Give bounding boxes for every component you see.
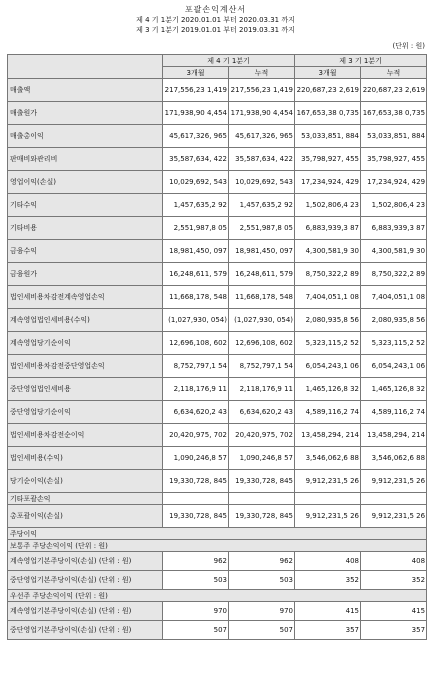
row-value: 962	[229, 552, 295, 571]
row-label: 매출원가	[8, 102, 163, 125]
row-value	[163, 493, 229, 505]
row-value: 2,551,987,8 05	[163, 217, 229, 240]
row-value: 18,981,450, 097	[163, 240, 229, 263]
unit-label: (단위 : 원)	[392, 42, 425, 50]
row-label: 주당이익	[8, 528, 427, 540]
row-value: 35,587,634, 422	[229, 148, 295, 171]
row-value: 11,668,178, 548	[163, 286, 229, 309]
row-value: 217,556,23 1,419	[163, 79, 229, 102]
row-value: 19,330,728, 845	[163, 505, 229, 528]
row-value: 19,330,728, 845	[163, 470, 229, 493]
row-value: 17,234,924, 429	[295, 171, 361, 194]
row-value: 53,033,851, 884	[295, 125, 361, 148]
row-value: 352	[295, 571, 361, 590]
row-value: 17,234,924, 429	[361, 171, 427, 194]
row-value: 167,653,38 0,735	[361, 102, 427, 125]
row-value: 6,883,939,3 87	[295, 217, 361, 240]
row-value: 6,054,243,1 06	[361, 355, 427, 378]
row-value: 53,033,851, 884	[361, 125, 427, 148]
table-row	[8, 240, 427, 263]
statement-title: 포괄손익계산서	[184, 5, 247, 14]
table-row	[8, 355, 427, 378]
row-label: 계속영업법인세비용(수익)	[8, 309, 163, 332]
row-value: 12,696,108, 602	[229, 332, 295, 355]
row-value: 5,323,115,2 52	[295, 332, 361, 355]
table-row	[8, 447, 427, 470]
row-value: 415	[361, 602, 427, 621]
row-value: 4,589,116,2 74	[295, 401, 361, 424]
table-row	[8, 528, 427, 540]
table-row	[8, 540, 427, 552]
table-row	[8, 217, 427, 240]
row-value: 2,118,176,9 11	[229, 378, 295, 401]
table-row	[8, 571, 427, 590]
row-label: 매출총이익	[8, 125, 163, 148]
header-current-3m: 3개월	[163, 67, 229, 79]
row-value: 1,090,246,8 57	[163, 447, 229, 470]
row-value: 6,054,243,1 06	[295, 355, 361, 378]
row-value: 408	[295, 552, 361, 571]
row-label: 계속영업당기순이익	[8, 332, 163, 355]
row-value: 13,458,294, 214	[361, 424, 427, 447]
row-label: 중단영업기본주당이익(손실) (단위 : 원)	[8, 621, 163, 640]
row-value: 217,556,23 1,419	[229, 79, 295, 102]
row-label: 법인세비용차감전중단영업손익	[8, 355, 163, 378]
row-value: 20,420,975, 702	[229, 424, 295, 447]
row-value: 6,883,939,3 87	[361, 217, 427, 240]
row-label: 당기순이익(손실)	[8, 470, 163, 493]
row-value: 8,752,797,1 54	[163, 355, 229, 378]
row-label: 금융수익	[8, 240, 163, 263]
row-value: 2,551,987,8 05	[229, 217, 295, 240]
row-value: 10,029,692, 543	[229, 171, 295, 194]
income-statement-table	[7, 54, 427, 640]
row-value: 4,300,581,9 30	[295, 240, 361, 263]
table-row	[8, 552, 427, 571]
row-label: 중단영업기본주당이익(손실) (단위 : 원)	[8, 571, 163, 590]
row-value: 1,457,635,2 92	[163, 194, 229, 217]
row-value: 352	[361, 571, 427, 590]
row-value: (1,027,930, 054)	[229, 309, 295, 332]
table-row	[8, 286, 427, 309]
row-value	[295, 493, 361, 505]
header-current-cum: 누적	[229, 67, 295, 79]
row-label: 매출액	[8, 79, 163, 102]
table-row	[8, 401, 427, 424]
row-value: 8,750,322,2 89	[361, 263, 427, 286]
row-value: 9,912,231,5 26	[295, 505, 361, 528]
row-value: (1,027,930, 054)	[163, 309, 229, 332]
row-value: 9,912,231,5 26	[361, 505, 427, 528]
row-value: 171,938,90 4,454	[163, 102, 229, 125]
row-value: 415	[295, 602, 361, 621]
row-label: 중단영업당기순이익	[8, 401, 163, 424]
row-label: 기타비용	[8, 217, 163, 240]
row-value: 35,587,634, 422	[163, 148, 229, 171]
table-row	[8, 602, 427, 621]
row-label: 보통주 주당손익이익 (단위 : 원)	[8, 540, 427, 552]
row-value: 5,323,115,2 52	[361, 332, 427, 355]
row-value: 970	[229, 602, 295, 621]
row-value: 7,404,051,1 08	[361, 286, 427, 309]
row-label: 기타수익	[8, 194, 163, 217]
table-row	[8, 102, 427, 125]
row-value: 16,248,611, 579	[229, 263, 295, 286]
row-value: 6,634,620,2 43	[163, 401, 229, 424]
statement-rows	[8, 79, 427, 640]
row-value: 167,653,38 0,735	[295, 102, 361, 125]
table-row	[8, 148, 427, 171]
row-value: 35,798,927, 455	[295, 148, 361, 171]
row-value: 220,687,23 2,619	[295, 79, 361, 102]
table-row	[8, 125, 427, 148]
table-row	[8, 263, 427, 286]
row-label: 기타포괄손익	[8, 493, 163, 505]
row-value: 171,938,90 4,454	[229, 102, 295, 125]
row-value: 45,617,326, 965	[163, 125, 229, 148]
row-value: 507	[229, 621, 295, 640]
header-prior-3m: 3개월	[295, 67, 361, 79]
row-value: 4,589,116,2 74	[361, 401, 427, 424]
header-prior-cum: 누적	[361, 67, 427, 79]
table-row	[8, 590, 427, 602]
row-value: 1,465,126,8 32	[295, 378, 361, 401]
table-row	[8, 493, 427, 505]
row-label: 법인세비용차감전순이익	[8, 424, 163, 447]
row-value: 408	[361, 552, 427, 571]
row-value: 13,458,294, 214	[295, 424, 361, 447]
row-label: 계속영업기본주당이익(손실) (단위 : 원)	[8, 602, 163, 621]
row-value: 2,080,935,8 56	[361, 309, 427, 332]
header-prior-period: 제 3 기 1분기	[295, 55, 427, 67]
row-value: 20,420,975, 702	[163, 424, 229, 447]
row-label: 계속영업기본주당이익(손실) (단위 : 원)	[8, 552, 163, 571]
table-row	[8, 621, 427, 640]
row-value: 10,029,692, 543	[163, 171, 229, 194]
table-row	[8, 194, 427, 217]
table-row	[8, 470, 427, 493]
row-label: 총포괄이익(손실)	[8, 505, 163, 528]
table-row	[8, 171, 427, 194]
row-value: 2,080,935,8 56	[295, 309, 361, 332]
row-value: 7,404,051,1 08	[295, 286, 361, 309]
row-value: 9,912,231,5 26	[295, 470, 361, 493]
period-prior: 제 3 기 1분기 2019.01.01 부터 2019.03.31 까지	[136, 26, 295, 34]
row-value: 503	[229, 571, 295, 590]
row-label: 영업이익(손실)	[8, 171, 163, 194]
row-value: 19,330,728, 845	[229, 505, 295, 528]
header-current-period: 제 4 기 1분기	[163, 55, 295, 67]
row-label: 중단영업법인세비용	[8, 378, 163, 401]
row-value: 962	[163, 552, 229, 571]
row-value: 8,752,797,1 54	[229, 355, 295, 378]
row-value: 507	[163, 621, 229, 640]
row-value: 1,502,806,4 23	[295, 194, 361, 217]
row-value: 4,300,581,9 30	[361, 240, 427, 263]
row-value: 970	[163, 602, 229, 621]
row-label: 판매비와관리비	[8, 148, 163, 171]
row-value: 8,750,322,2 89	[295, 263, 361, 286]
row-value: 18,981,450, 097	[229, 240, 295, 263]
table-row	[8, 505, 427, 528]
period-current: 제 4 기 1분기 2020.01.01 부터 2020.03.31 까지	[136, 16, 295, 24]
table-row	[8, 378, 427, 401]
row-value: 220,687,23 2,619	[361, 79, 427, 102]
row-label: 우선주 주당손익이익 (단위 : 원)	[8, 590, 427, 602]
row-value	[361, 493, 427, 505]
row-value: 357	[295, 621, 361, 640]
row-value: 6,634,620,2 43	[229, 401, 295, 424]
table-row	[8, 309, 427, 332]
row-value: 45,617,326, 965	[229, 125, 295, 148]
row-label: 법인세비용차감전계속영업손익	[8, 286, 163, 309]
row-value: 1,465,126,8 32	[361, 378, 427, 401]
row-value: 35,798,927, 455	[361, 148, 427, 171]
row-label: 금융원가	[8, 263, 163, 286]
row-value: 1,502,806,4 23	[361, 194, 427, 217]
row-value: 503	[163, 571, 229, 590]
row-value: 2,118,176,9 11	[163, 378, 229, 401]
row-value: 3,546,062,6 88	[295, 447, 361, 470]
row-value: 16,248,611, 579	[163, 263, 229, 286]
table-row	[8, 424, 427, 447]
row-value: 11,668,178, 548	[229, 286, 295, 309]
row-value: 357	[361, 621, 427, 640]
row-value: 12,696,108, 602	[163, 332, 229, 355]
row-value: 1,090,246,8 57	[229, 447, 295, 470]
table-row	[8, 79, 427, 102]
table-row	[8, 332, 427, 355]
row-value	[229, 493, 295, 505]
row-value: 1,457,635,2 92	[229, 194, 295, 217]
header-blank	[8, 55, 163, 79]
row-label: 법인세비용(수익)	[8, 447, 163, 470]
row-value: 3,546,062,6 88	[361, 447, 427, 470]
row-value: 9,912,231,5 26	[361, 470, 427, 493]
row-value: 19,330,728, 845	[229, 470, 295, 493]
